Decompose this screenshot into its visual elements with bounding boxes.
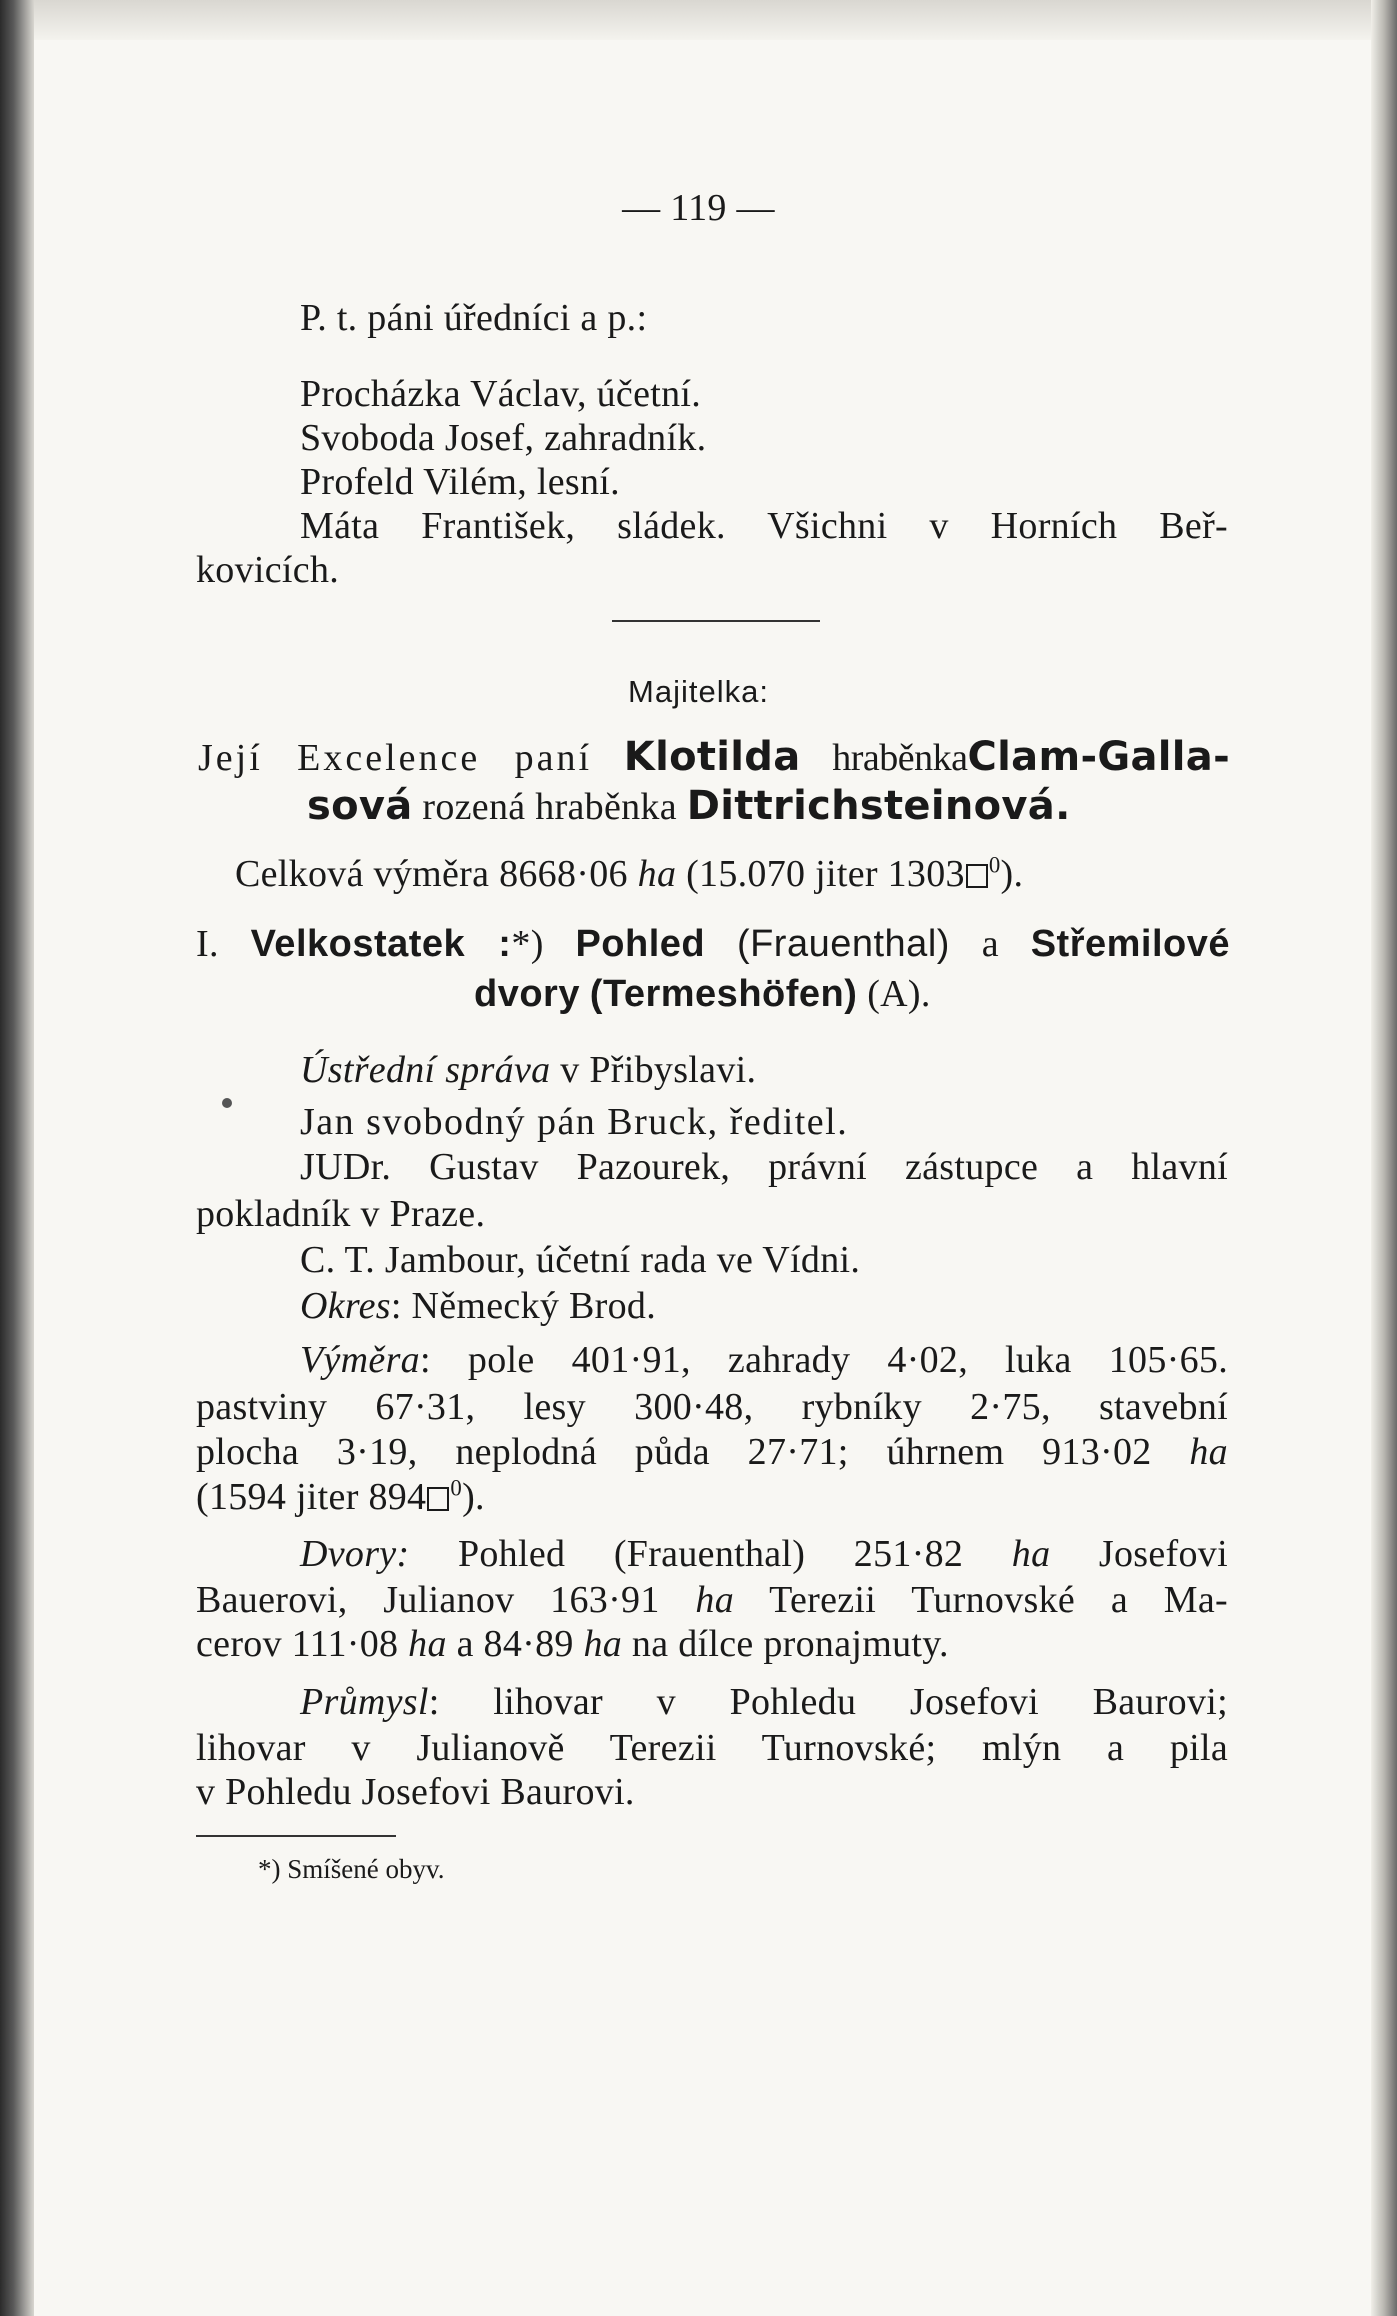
square-fathom-symbol-2 xyxy=(427,1487,449,1511)
industry-label: Průmysl xyxy=(300,1681,429,1723)
area-detail-line-2: pastviny 67·31, lesy 300·48, rybníky 2·75, stavební xyxy=(196,1386,1228,1428)
estate-alias-frauenthal: (Frauenthal) xyxy=(736,923,950,965)
admin-label: Ústřední správa xyxy=(300,1049,551,1091)
area-detail-values-3: plocha 3·19, neplodná půda 27·71; úhrnem 913·02 xyxy=(196,1431,1152,1473)
area-detail-close: ). xyxy=(462,1476,485,1518)
ink-speck xyxy=(222,1098,232,1108)
official-line-1: Procházka Václav, účetní. xyxy=(300,373,702,415)
owner-label: Majitelka: xyxy=(628,674,769,709)
degree-mark-2: 0 xyxy=(450,1475,463,1501)
estate-numeral: I. xyxy=(196,923,219,965)
owner-surname-end: sová xyxy=(307,783,413,829)
district-value: : Německý Brod. xyxy=(390,1285,656,1327)
owner-born: rozená hraběnka xyxy=(422,786,677,828)
owner-rank: hraběnka xyxy=(832,737,968,779)
official-line-2: Svoboda Josef, zahradník. xyxy=(300,417,707,459)
farms-macerov: cerov 111·08 xyxy=(196,1623,399,1665)
industry-values-1: : lihovar v Pohledu Josefovi Baurovi; xyxy=(428,1681,1228,1723)
farms-line-1 xyxy=(300,1532,1228,1576)
farms-unit-3: ha xyxy=(408,1623,447,1665)
farms-tenant-1: Josefovi xyxy=(1098,1533,1228,1575)
farms-line-3 xyxy=(196,1622,949,1666)
district-line xyxy=(300,1284,656,1328)
total-area-close: ). xyxy=(1000,853,1024,895)
estate-name-pohled: Pohled xyxy=(575,923,706,965)
admin-person-1: Jan svobodný pán Bruck, ředitel. xyxy=(300,1101,849,1143)
owner-first-name: Klotilda xyxy=(623,734,801,780)
footnote-reference: *) xyxy=(511,923,544,965)
official-line-5: kovicích. xyxy=(196,549,340,591)
farms-unit-2: ha xyxy=(695,1579,735,1621)
estate-code: (A). xyxy=(867,973,931,1015)
degree-mark: 0 xyxy=(988,852,1001,878)
area-detail-jiter: (1594 jiter 894 xyxy=(196,1476,427,1518)
area-detail-line-3 xyxy=(196,1430,1228,1474)
estate-title-line-1 xyxy=(196,922,1230,966)
area-detail-unit: ha xyxy=(1189,1431,1228,1473)
page-binding-shadow xyxy=(0,0,34,2316)
official-line-3: Profeld Vilém, lesní. xyxy=(300,461,620,503)
owner-line-2 xyxy=(307,784,1071,829)
page-number: — 119 — xyxy=(622,187,775,229)
owner-surname: Clam-Galla- xyxy=(967,734,1230,780)
area-detail-label: Výměra xyxy=(300,1339,420,1381)
owner-title: Její Excelence paní xyxy=(198,737,593,779)
footnote-text: Smíšené obyv. xyxy=(287,1854,445,1884)
estate-name-stremilove: Střemilové xyxy=(1030,923,1230,965)
estate-title-line-2 xyxy=(474,972,931,1016)
farms-leased: na dílce pronajmuty. xyxy=(631,1623,949,1665)
admin-person-3: C. T. Jambour, účetní rada ve Vídni. xyxy=(300,1239,861,1281)
official-line-4 xyxy=(300,504,1228,548)
area-detail-line-4 xyxy=(196,1475,485,1519)
admin-line xyxy=(300,1048,756,1092)
square-fathom-symbol xyxy=(966,864,988,888)
area-detail-line-1 xyxy=(300,1338,1228,1382)
industry-line-1 xyxy=(300,1680,1228,1724)
total-area-value: Celková výměra 8668·06 xyxy=(235,853,628,895)
farms-julianov: Bauerovi, Julianov 163·91 xyxy=(196,1579,660,1621)
farms-label: Dvory: xyxy=(300,1533,410,1575)
admin-person-2: JUDr. Gustav Pazourek, právní zástupce a hlavní xyxy=(300,1146,1228,1188)
farms-tenant-2: Terezii Turnovské a Ma- xyxy=(769,1579,1228,1621)
estate-conjunction: a xyxy=(981,923,999,965)
area-detail-values-1: : pole 401·91, zahrady 4·02, luka 105·65. xyxy=(419,1339,1228,1381)
owner-line-1 xyxy=(198,735,1230,780)
page-top-edge xyxy=(0,0,1397,40)
estate-word-dvory: dvory xyxy=(474,973,580,1015)
industry-line-2: lihovar v Julianově Terezii Turnovské; mlýn a pila xyxy=(196,1727,1228,1769)
footnote-rule xyxy=(196,1835,396,1837)
estate-alias-termeshofen: (Termeshöfen) xyxy=(589,973,858,1015)
admin-person-2-cont: pokladník v Praze. xyxy=(196,1193,486,1235)
officials-all-in: Všichni v Horních Beř- xyxy=(767,505,1228,547)
officials-heading: P. t. páni úředníci a p.: xyxy=(300,297,648,339)
footnote xyxy=(258,1853,445,1885)
footnote-mark: *) xyxy=(258,1854,281,1884)
official-mata: Máta František, sládek. xyxy=(300,505,726,547)
farms-unit-1: ha xyxy=(1011,1533,1051,1575)
estate-title-word: Velkostatek : xyxy=(250,923,512,965)
owner-maiden-name: Dittrichsteinová. xyxy=(686,783,1071,829)
farms-pohled: Pohled (Frauenthal) 251·82 xyxy=(457,1533,964,1575)
admin-location: v Přibyslavi. xyxy=(560,1049,757,1091)
page-right-edge xyxy=(1371,0,1397,2316)
total-area-unit: ha xyxy=(637,853,677,895)
section-divider xyxy=(612,620,820,622)
farms-line-2 xyxy=(196,1578,1228,1622)
industry-line-3: v Pohledu Josefovi Baurovi. xyxy=(196,1771,635,1813)
owner-total-area xyxy=(235,852,1023,896)
farms-unit-4: ha xyxy=(583,1623,623,1665)
farms-macerov-2: a 84·89 xyxy=(456,1623,574,1665)
district-label: Okres xyxy=(300,1285,391,1327)
total-area-jiter: (15.070 jiter 1303 xyxy=(686,853,965,895)
